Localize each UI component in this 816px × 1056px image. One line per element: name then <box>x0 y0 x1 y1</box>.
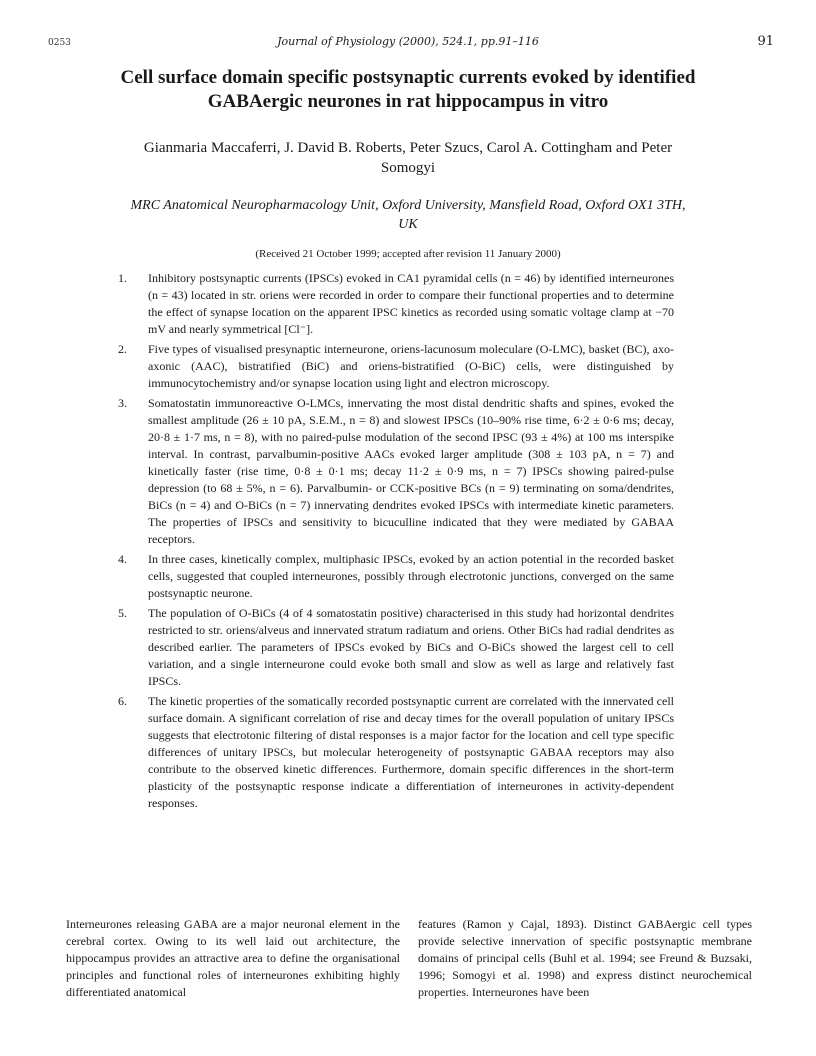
affiliation: MRC Anatomical Neuropharmacology Unit, Oxford University, Mansfield Road, Oxford OX1 3TH, UK <box>130 198 686 232</box>
item-text: Inhibitory postsynaptic currents (IPSCs) evoked in CA1 pyramidal cells (n = 46) by identified interneurones (n = 43) located in str. oriens were recorded in order to compare their functional properties and to determine the effect of synapse location on the apparent IPSC kinetics as recorded using somatic voltage clamp at −70 mV and nearly symmetrical [Cl⁻]. <box>148 271 674 336</box>
item-number: 5. <box>118 606 127 620</box>
author-list: Gianmaria Maccaferri, J. David B. Roberts, Peter Szucs, Carol A. Cottingham and Peter Somogyi <box>143 140 673 176</box>
item-number: 4. <box>118 552 127 566</box>
item-text: The kinetic properties of the somatically recorded postsynaptic current are correlated with the innervated cell surface domain. A significant correlation of rise and decay times for the overall population of unitary IPSCs suggests that electrotonic filtering of distal responses is a major factor for the location and cell type specific differences of unitary IPSCs, but molecular heterogeneity of postsynaptic GABAA receptors may also contribute to the observed kinetic differences. Furthermore, domain specific differences in the short-term plasticity of the postsynaptic response indicate a differentiation of interneurones in activity-dependent responses. <box>148 694 674 810</box>
item-number: 6. <box>118 694 127 708</box>
received-dates: (Received 21 October 1999; accepted after revision 11 January 2000) <box>255 248 561 260</box>
item-number: 2. <box>118 342 127 356</box>
abstract-item <box>118 395 674 548</box>
abstract-list <box>118 270 674 815</box>
item-text: Somatostatin immunoreactive O-LMCs, innervating the most distal dendritic shafts and spines, evoked the smallest amplitude (26 ± 10 pA, S.E.M., n = 8) and slowest IPSCs (10–90% rise time, 6·2 ± 0·6 ms; decay, 20·8 ± 1·7 ms, n = 8), with no paired-pulse modulation of the second IPSC (93 ± 4%) at 100 ms interspike interval. In contrast, parvalbumin-positive AACs evoked larger amplitude (308 ± 103 pA, n = 7) and kinetically faster (rise time, 0·8 ± 0·1 ms; decay 11·2 ± 0·9 ms, n = 7) IPSCs showing paired-pulse depression (to 68 ± 5%, n = 6). Parvalbumin- or CCK-positive BCs (n = 9) terminating on soma/dendrites, BiCs (n = 4) and O-BiCs (n = 7) innervating dendrites evoked IPSCs with intermediate kinetic parameters. The properties of IPSCs and sensitivity to bicuculline indicated that they were mediated by GABAA receptors. <box>148 396 674 546</box>
item-text: The population of O-BiCs (4 of 4 somatostatin positive) characterised in this study had horizontal dendrites restricted to str. oriens/alveus and innervated stratum radiatum and oriens. Other BiCs had radial dendrites as described earlier. The parameters of IPSCs evoked by BiCs and O-BiCs showed the largest cell to cell variation, and a single interneurone could evoke both small and slow as well as large and relatively fast IPSCs. <box>148 606 674 688</box>
abstract-item <box>118 341 674 392</box>
abstract-item <box>118 693 674 812</box>
paper-title: Cell surface domain specific postsynaptic currents evoked by identified GABAergic neurones in rat hippocampus in vitro <box>120 67 696 112</box>
journal-citation: Journal of Physiology (2000), 524.1, pp.91–116 <box>277 35 539 48</box>
abstract-item <box>118 270 674 338</box>
page-number: 91 <box>757 34 774 49</box>
item-text: Five types of visualised presynaptic interneurone, oriens-lacunosum moleculare (O-LMC), basket (BC), axo-axonic (AAC), bistratified (BiC) and oriens-bistratified (O-BiC) cells, were distinguished by immunocytochemistry and/or synapse location using light and electron microscopy. <box>148 342 674 390</box>
item-number: 1. <box>118 271 127 285</box>
body-column-right: features (Ramon y Cajal, 1893). Distinct GABAergic cell types provide selective innervation of specific postsynaptic membrane domains of principal cells (Buhl et al. 1994; see Freund & Buzsaki, 1996; Somogyi et al. 1998) and express distinct neurochemical properties. Interneurones have been <box>418 917 752 999</box>
abstract-item <box>118 551 674 602</box>
document-id: 0253 <box>48 38 71 48</box>
item-number: 3. <box>118 396 127 410</box>
item-text: In three cases, kinetically complex, multiphasic IPSCs, evoked by an action potential in the recorded basket cells, suggested that coupled interneurones, possibly through electrotonic junctions, converged on the same postsynaptic neurone. <box>148 552 674 600</box>
abstract-item <box>118 605 674 690</box>
body-column-left: Interneurones releasing GABA are a major neuronal element in the cerebral cortex. Owing to its well laid out architecture, the hippocampus provides an attractive area to define the organisational principles and functional roles of interneurones exhibiting highly differentiated anatomical <box>66 917 400 999</box>
